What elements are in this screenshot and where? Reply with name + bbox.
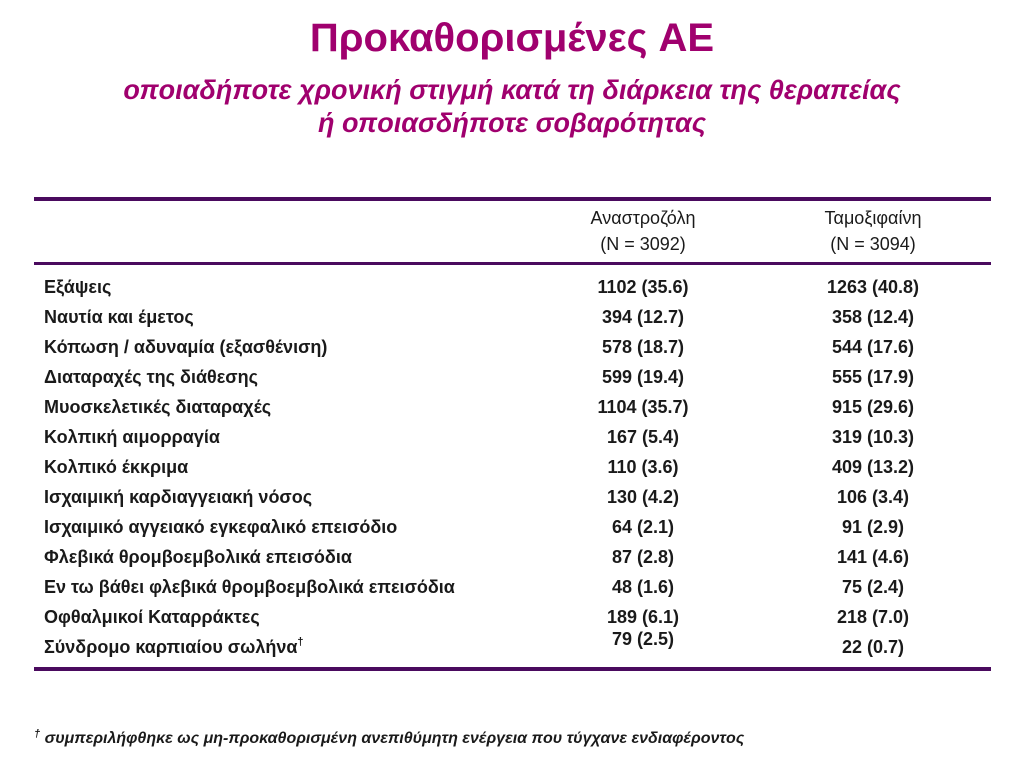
cell-anastrozole: 189 (6.1) (606, 607, 680, 627)
cell-anastrozole: 1104 (35.7) (597, 397, 689, 417)
row-label (44, 422, 220, 452)
row-label-text: Διαταραχές της διάθεσης (44, 367, 258, 387)
table-row (0, 302, 1024, 332)
row-label (44, 572, 455, 602)
table-row (0, 602, 1024, 632)
column-header-name: Ταμοξιφαίνη (824, 208, 922, 228)
row-label-text: Εν τω βάθει φλεβικά θρομβοεμβολικά επεισόδια (44, 577, 455, 597)
row-label (44, 602, 260, 632)
row-label (44, 302, 194, 332)
cell-tamoxifen: 218 (7.0) (836, 607, 910, 627)
row-label (44, 362, 258, 392)
cell-anastrozole: 394 (12.7) (601, 307, 685, 327)
row-label-text: Μυοσκελετικές διαταραχές (44, 397, 272, 417)
column-header-n: (N = 3092) (600, 234, 686, 254)
cell-tamoxifen: 319 (10.3) (831, 427, 915, 447)
subtitle-line-2: ή οποιασδήποτε σοβαρότητας (317, 108, 706, 138)
column-header-name: Αναστροζόλη (590, 208, 696, 228)
table-row (0, 629, 1024, 662)
cell-anastrozole: 578 (18.7) (601, 337, 685, 357)
cell-tamoxifen: 91 (2.9) (841, 517, 905, 537)
row-label (44, 482, 312, 512)
row-label (44, 332, 327, 362)
table-row (0, 482, 1024, 512)
slide-title: Προκαθορισμένες AE (309, 16, 715, 60)
table-row (0, 572, 1024, 602)
row-label-text: Ναυτία και έμετος (44, 307, 194, 327)
cell-anastrozole: 79 (2.5) (611, 629, 675, 649)
footnote-text: συμπεριλήφθηκε ως μη-προκαθορισμένη ανεπιθύμητη ενέργεια που τύγχανε ενδιαφέροντος (40, 730, 745, 747)
table-row (0, 392, 1024, 422)
table-top-rule (34, 197, 991, 201)
table-row (0, 332, 1024, 362)
table-header-rule (34, 262, 991, 265)
row-label-text: Εξάψεις (44, 277, 112, 297)
cell-tamoxifen: 1263 (40.8) (826, 277, 920, 297)
column-header-anastrozole (528, 205, 758, 257)
row-label (44, 542, 352, 572)
row-label-text: Ισχαιμικό αγγειακό εγκεφαλικό επεισόδιο (44, 517, 398, 537)
table-row (0, 512, 1024, 542)
cell-tamoxifen: 915 (29.6) (831, 397, 915, 417)
cell-anastrozole: 64 (2.1) (611, 517, 675, 537)
row-label-text: Οφθαλμικοί Καταρράκτες (44, 607, 260, 627)
cell-anastrozole: 167 (5.4) (606, 427, 680, 447)
row-label-text: Σύνδρομο καρπιαίου σωλήνα (44, 637, 298, 657)
row-label (44, 392, 271, 422)
cell-tamoxifen: 555 (17.9) (831, 367, 915, 387)
cell-tamoxifen: 75 (2.4) (841, 577, 905, 597)
row-label-text: Φλεβικά θρομβοεμβολικά επεισόδια (44, 547, 352, 567)
cell-anastrozole: 130 (4.2) (606, 487, 680, 507)
row-label-text: Κολπικό έκκριμα (44, 457, 189, 477)
row-label-mark: † (297, 636, 304, 648)
row-label (44, 512, 397, 542)
cell-anastrozole: 87 (2.8) (611, 547, 675, 567)
footnote-mark: † (34, 728, 41, 740)
cell-anastrozole: 1102 (35.6) (597, 277, 689, 297)
cell-anastrozole: 599 (19.4) (601, 367, 685, 387)
cell-tamoxifen: 544 (17.6) (831, 337, 915, 357)
column-header-tamoxifen (758, 205, 988, 257)
table-row (0, 542, 1024, 572)
column-header-n: (N = 3094) (830, 234, 916, 254)
cell-tamoxifen: 358 (12.4) (831, 307, 915, 327)
row-label (44, 452, 188, 482)
cell-tamoxifen: 106 (3.4) (836, 487, 910, 507)
table-row (0, 362, 1024, 392)
row-label (44, 632, 304, 662)
row-label-text: Ισχαιμική καρδιαγγειακή νόσος (44, 487, 313, 507)
row-label (44, 272, 111, 302)
table-body (0, 272, 1024, 662)
row-label-text: Κόπωση / αδυναμία (εξασθένιση) (44, 337, 328, 357)
table-bottom-rule (34, 667, 991, 671)
cell-tamoxifen: 141 (4.6) (836, 547, 910, 567)
cell-anastrozole: 110 (3.6) (607, 457, 679, 477)
footnote (34, 728, 744, 750)
cell-anastrozole: 48 (1.6) (611, 577, 675, 597)
slide-subtitle (0, 74, 1024, 140)
table-row (0, 272, 1024, 302)
table-row (0, 422, 1024, 452)
row-label-text: Κολπική αιμορραγία (44, 427, 220, 447)
subtitle-line-1: οποιαδήποτε χρονική στιγμή κατά τη διάρκεια της θεραπείας (123, 75, 901, 105)
cell-tamoxifen: 22 (0.7) (841, 637, 905, 657)
table-row (0, 452, 1024, 482)
cell-tamoxifen: 409 (13.2) (831, 457, 915, 477)
